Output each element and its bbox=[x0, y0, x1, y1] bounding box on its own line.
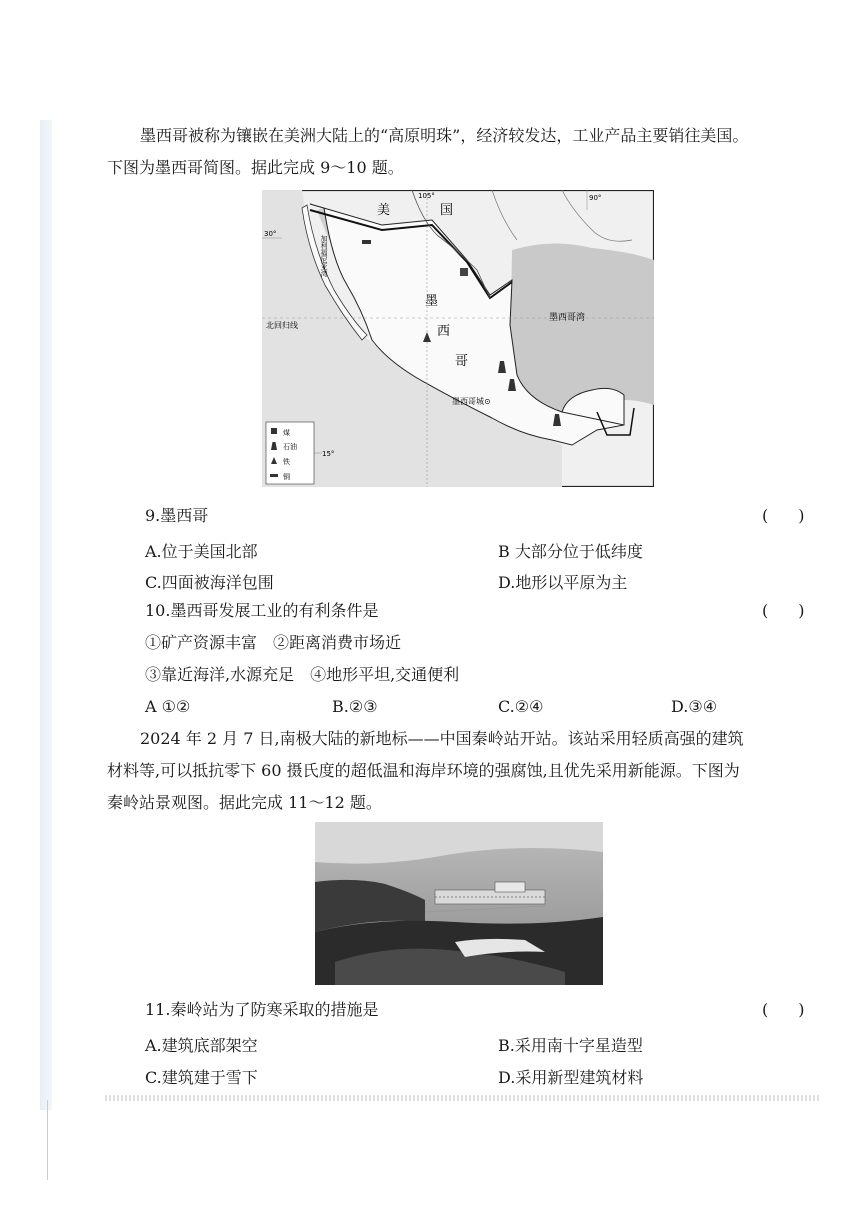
map-label-usa-1: 美 bbox=[377, 203, 391, 218]
q10-option-c[interactable]: C.②④ bbox=[498, 697, 544, 716]
qinling-station-photo bbox=[315, 822, 603, 985]
map-label-usa-2: 国 bbox=[440, 203, 454, 218]
q9-option-d[interactable]: D.地形以平原为主 bbox=[498, 573, 628, 592]
q10-option-a[interactable]: A ①② bbox=[145, 697, 191, 716]
q10-statements-2: ③靠近海洋,水源充足 ④地形平坦,交通便利 bbox=[145, 665, 460, 684]
coal-symbol bbox=[460, 268, 468, 276]
legend-copper: 铜 bbox=[283, 473, 290, 481]
q9-option-c[interactable]: C.四面被海洋包围 bbox=[145, 573, 274, 592]
q10-answer-paren[interactable]: () bbox=[762, 601, 835, 620]
q11-option-a[interactable]: A.建筑底部架空 bbox=[145, 1036, 258, 1055]
map-label-mexico-1: 墨 bbox=[425, 294, 439, 309]
q10-statements-1: ①矿产资源丰富 ②距离消费市场近 bbox=[145, 633, 402, 652]
map-label-mexico-2: 西 bbox=[437, 324, 451, 339]
mexico-map bbox=[262, 190, 654, 487]
passage2-line1: 2024 年 2 月 7 日,南极大陆的新地标——中国秦岭站开站。该站采用轻质高强的建筑 bbox=[140, 729, 744, 748]
q10-stem: 10.墨西哥发展工业的有利条件是 bbox=[145, 601, 379, 620]
gulf-california-label: 加利福尼亚湾 bbox=[320, 235, 328, 277]
q11-option-c[interactable]: C.建筑建于雪下 bbox=[145, 1068, 258, 1087]
passage2-line3: 秦岭站景观图。据此完成 11～12 题。 bbox=[107, 793, 382, 812]
capital-label: 墨西哥城⊙ bbox=[452, 397, 491, 406]
scan-edge bbox=[47, 1100, 48, 1180]
scan-shadow-strip bbox=[40, 120, 52, 1110]
lon105-label: 105° bbox=[418, 192, 435, 200]
legend-coal: 煤 bbox=[283, 429, 290, 437]
station-tower bbox=[495, 882, 525, 892]
passage1-line2: 下图为墨西哥简图。据此完成 9～10 题。 bbox=[107, 158, 404, 177]
q9-option-b[interactable]: B 大部分位于低纬度 bbox=[498, 542, 643, 561]
legend-coal-symbol bbox=[271, 428, 277, 434]
q9-answer-paren[interactable]: () bbox=[762, 506, 835, 525]
q9-option-a[interactable]: A.位于美国北部 bbox=[145, 542, 258, 561]
gulf-of-mexico bbox=[507, 243, 654, 412]
lon90-label: 90° bbox=[589, 194, 602, 202]
q11-option-d[interactable]: D.采用新型建筑材料 bbox=[498, 1068, 644, 1087]
copper-symbol bbox=[362, 240, 371, 244]
q11-answer-paren[interactable]: () bbox=[762, 1000, 835, 1019]
lat30-label: 30° bbox=[264, 230, 277, 238]
q11-option-b[interactable]: B.采用南十字星造型 bbox=[498, 1036, 643, 1055]
legend-oil: 石油 bbox=[283, 443, 297, 451]
map-label-mexico-3: 哥 bbox=[455, 354, 469, 369]
q10-option-d[interactable]: D.③④ bbox=[671, 697, 718, 716]
q11-stem: 11.秦岭站为了防寒采取的措施是 bbox=[145, 1000, 379, 1019]
legend-iron: 铁 bbox=[283, 458, 290, 466]
tropic-label: 北回归线 bbox=[266, 321, 298, 330]
gulf-label: 墨西哥湾 bbox=[549, 313, 586, 323]
q10-option-b[interactable]: B.②③ bbox=[332, 697, 378, 716]
scan-bottom-line bbox=[105, 1095, 820, 1101]
passage1-line1: 墨西哥被称为镶嵌在美洲大陆上的“高原明珠”，经济较发达，工业产品主要销往美国。 bbox=[140, 126, 749, 145]
q9-stem: 9.墨西哥 bbox=[145, 506, 209, 525]
lat15-label: 15° bbox=[322, 450, 335, 458]
passage2-line2: 材料等,可以抵抗零下 60 摄氏度的超低温和海岸环境的强腐蚀,且优先采用新能源。下图为 bbox=[107, 761, 740, 780]
legend-copper-symbol bbox=[270, 474, 278, 477]
